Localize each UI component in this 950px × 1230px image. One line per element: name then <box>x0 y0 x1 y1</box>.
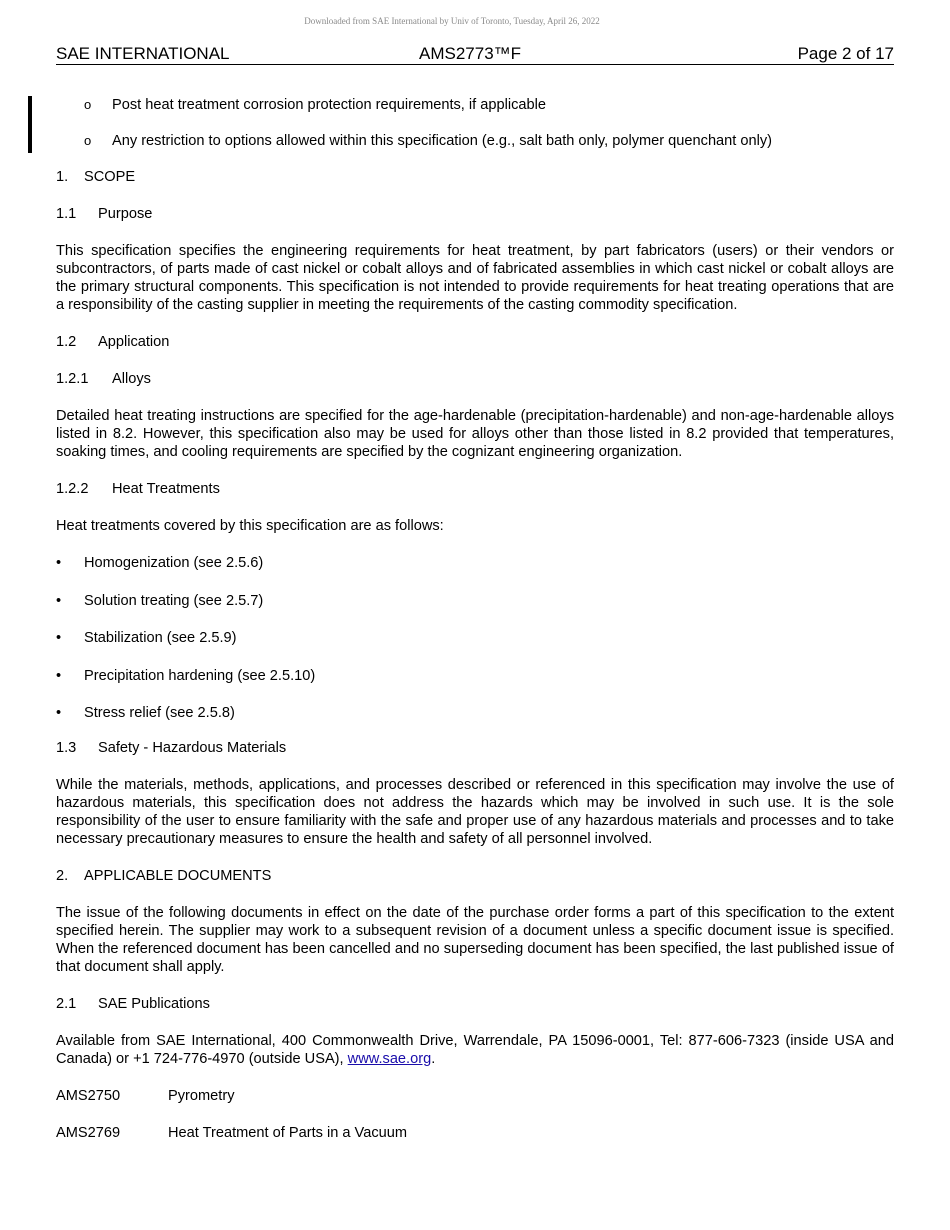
section-heading-safety: 1.3 Safety - Hazardous Materials <box>56 740 287 756</box>
section-heading-alloys: 1.2.1 Alloys <box>56 371 151 387</box>
bullet-icon: • <box>56 667 62 684</box>
section-heading-scope: 1. SCOPE <box>56 169 136 185</box>
list-item: • Solution treating (see 2.5.7) <box>56 592 264 609</box>
section-heading-sae-publications: 2.1 SAE Publications <box>56 996 210 1012</box>
reference-code: AMS2750 <box>56 1088 121 1104</box>
reference-row <box>56 1087 894 1105</box>
section-heading-heat-treatments: 1.2.2 Heat Treatments <box>56 481 220 497</box>
reference-title: Heat Treatment of Parts in a Vacuum <box>168 1125 408 1141</box>
safety-paragraph: While the materials, methods, applications, and processes described or referenced in this specification may involve the use of hazardous materials, this specification does not address the hazards which may be involved in such use. It is the sole responsibility of the user to ensure familiarity with the safe and proper use of any hazardous materials and processes and to take necessary precautionary measures to ensure the health and safety of all personnel involved. <box>56 777 894 847</box>
download-watermark: Downloaded from SAE International by Univ of Toronto, Tuesday, April 26, 2022 <box>304 16 600 26</box>
reference-title: Pyrometry <box>168 1088 235 1104</box>
hollow-bullet-icon: o <box>84 97 92 112</box>
revision-change-bar <box>28 96 32 153</box>
sae-publications-paragraph: Available from SAE International, 400 Commonwealth Drive, Warrendale, PA 15096-0001, Tel: 877-606-7323 (inside USA and Canada) or +1 724-776-4970 (outside USA), www.sae.org. <box>56 1033 894 1067</box>
section-heading-applicable-documents: 2. APPLICABLE DOCUMENTS <box>56 868 272 884</box>
section-heading-purpose: 1.1 Purpose <box>56 206 153 222</box>
alloys-paragraph: Detailed heat treating instructions are specified for the age-hardenable (precipitation-hardenable) and non-age-hardenable alloys listed in 8.2. However, this specification also may be used for alloys other than those listed in 8.2 provided that temperatures, soaking times, and cooling requirements are specified by the cognizant engineering organization. <box>56 408 894 460</box>
bullet-icon: • <box>56 705 62 721</box>
list-item: o Any restriction to options allowed within this specification (e.g., salt bath only, polymer quenchant only) <box>84 133 773 149</box>
list-item: • Homogenization (see 2.5.6) <box>56 555 264 571</box>
reference-row <box>56 1124 894 1142</box>
section-heading-application: 1.2 Application <box>56 334 170 350</box>
hollow-bullet-icon: o <box>84 133 92 148</box>
sae-website-link[interactable]: www.sae.org <box>347 1051 432 1067</box>
list-item: • Stress relief (see 2.5.8) <box>56 705 235 721</box>
list-item: • Stabilization (see 2.5.9) <box>56 630 237 646</box>
document-body <box>56 96 894 1161</box>
bullet-icon: • <box>56 592 62 609</box>
page-header <box>56 44 894 65</box>
list-item: • Precipitation hardening (see 2.5.10) <box>56 667 316 684</box>
header-publisher: SAE INTERNATIONAL <box>56 44 230 63</box>
heat-treatments-intro: Heat treatments covered by this specification are as follows: <box>56 518 444 534</box>
applicable-documents-paragraph: The issue of the following documents in effect on the date of the purchase order forms a part of this specification to the extent specified herein. The supplier may work to a subsequent revision of a document unless a specific document issue is specified. When the referenced document has been cancelled and no superseding document has been specified, the last published issue of that document shall apply. <box>56 905 894 975</box>
bullet-icon: • <box>56 555 62 571</box>
reference-code: AMS2769 <box>56 1125 121 1141</box>
header-document-number: AMS2773™F <box>419 44 522 63</box>
list-item: o Post heat treatment corrosion protection requirements, if applicable <box>84 97 546 113</box>
bullet-icon: • <box>56 630 62 646</box>
header-page-number: Page 2 of 17 <box>797 44 894 63</box>
purpose-paragraph: This specification specifies the engineering requirements for heat treatment, by part fabricators (users) or their vendors or subcontractors, of parts made of cast nickel or cobalt alloys and of fabricated assemblies in which cast nickel or cobalt alloys are the primary structural components. This specification is not intended to provide requirements for heat treating operations that are a responsibility of the casting supplier in meeting the requirements of the casting commodity specification. <box>56 243 894 313</box>
